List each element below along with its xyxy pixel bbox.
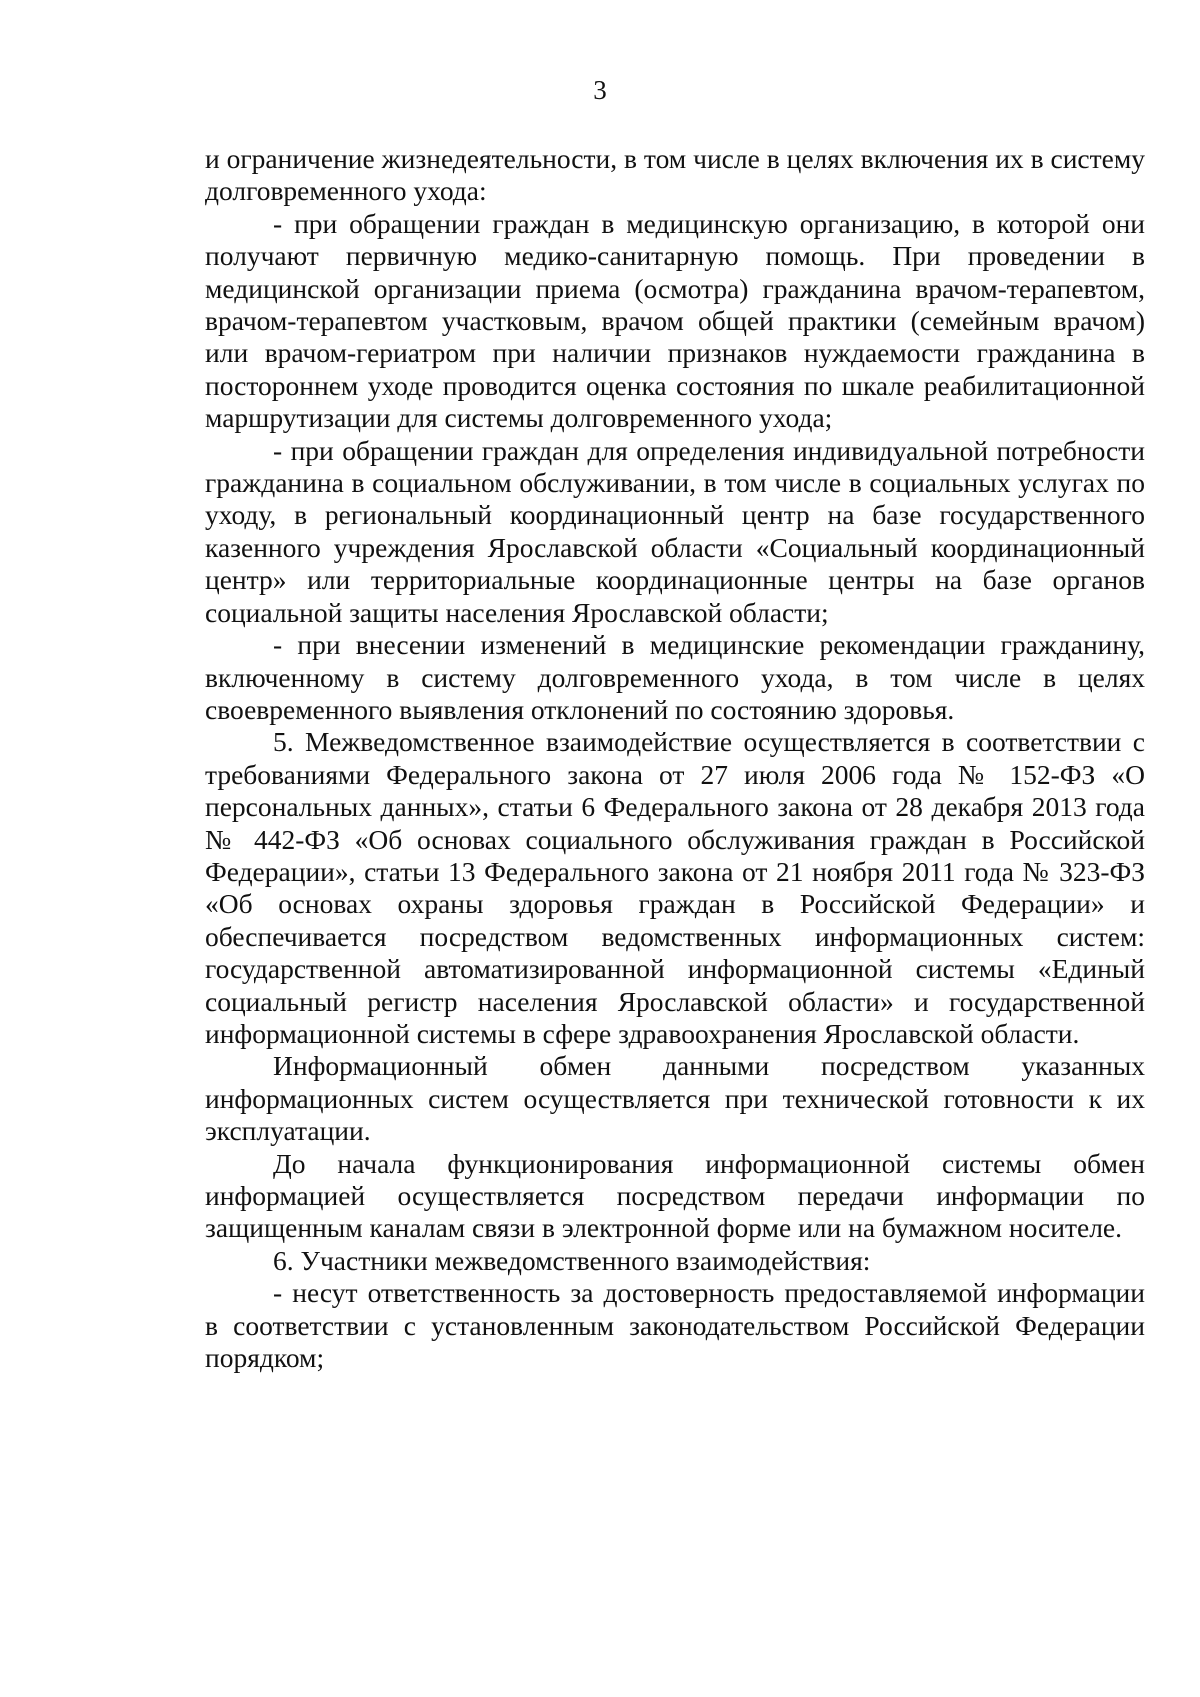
paragraph-responsibility: - несут ответственность за достоверность предоставляемой информации в соответствии с установленным законодательством Российской Федерации порядком; <box>205 1277 1145 1374</box>
page-number: 3 <box>593 75 607 105</box>
document-body <box>205 143 1145 1374</box>
paragraph-intro-continuation: и ограничение жизнедеятельности, в том числе в целях включения их в систему долговременного ухода: <box>205 143 1145 207</box>
paragraph-clause-6: 6. Участники межведомственного взаимодействия: <box>273 1244 871 1276</box>
paragraph-clause-5: 5. Межведомственное взаимодействие осуществляется в соответствии с требованиями Федерального закона от 27 июля 2006 года № 152-ФЗ «О персональных данных», статьи 6 Федерального закона от 28 декабря 2013 года № 442-ФЗ «Об основах социального обслуживания граждан в Российской Федерации», статьи 13 Федерального закона от 21 ноября 2011 года № 323-ФЗ «Об основах охраны здоровья граждан в Российской Федерации» и обеспечивается посредством ведомственных информационных систем: государственной автоматизированной информационной системы «Единый социальный регистр населения Ярославской области» и государственной информационной системы в сфере здравоохранения Ярославской области. <box>205 726 1145 1049</box>
paragraph-social-service: - при обращении граждан для определения индивидуальной потребности гражданина в социальном обслуживании, в том числе в социальных услугах по уходу, в региональный координационный центр на базе государственного казенного учреждения Ярославской области «Социальный координационный центр» или территориальные координационные центры на базе органов социальной защиты населения Ярославской области; <box>205 434 1145 628</box>
paragraph-information-exchange: Информационный обмен данными посредством указанных информационных систем осуществляется при технической готовности к их эксплуатации. <box>205 1050 1145 1147</box>
paragraph-medical-organization: - при обращении граждан в медицинскую организацию, в которой они получают первичную медико-санитарную помощь. При проведении в медицинской организации приема (осмотра) гражданина врачом-терапевтом, врачом-терапевтом участковым, врачом общей практики (семейным врачом) или врачом-гериатром при наличии признаков нуждаемости гражданина в постороннем уходе проводится оценка состояния по шкале реабилитационной маршрутизации для системы долговременного ухода; <box>205 207 1145 434</box>
paragraph-before-system-operation: До начала функционирования информационной системы обмен информацией осуществляется посредством передачи информации по защищенным каналам связи в электронной форме или на бумажном носителе. <box>205 1147 1145 1244</box>
paragraph-medical-recommendations: - при внесении изменений в медицинские рекомендации гражданину, включенному в систему долговременного ухода, в том числе в целях своевременного выявления отклонений по состоянию здоровья. <box>205 629 1145 725</box>
